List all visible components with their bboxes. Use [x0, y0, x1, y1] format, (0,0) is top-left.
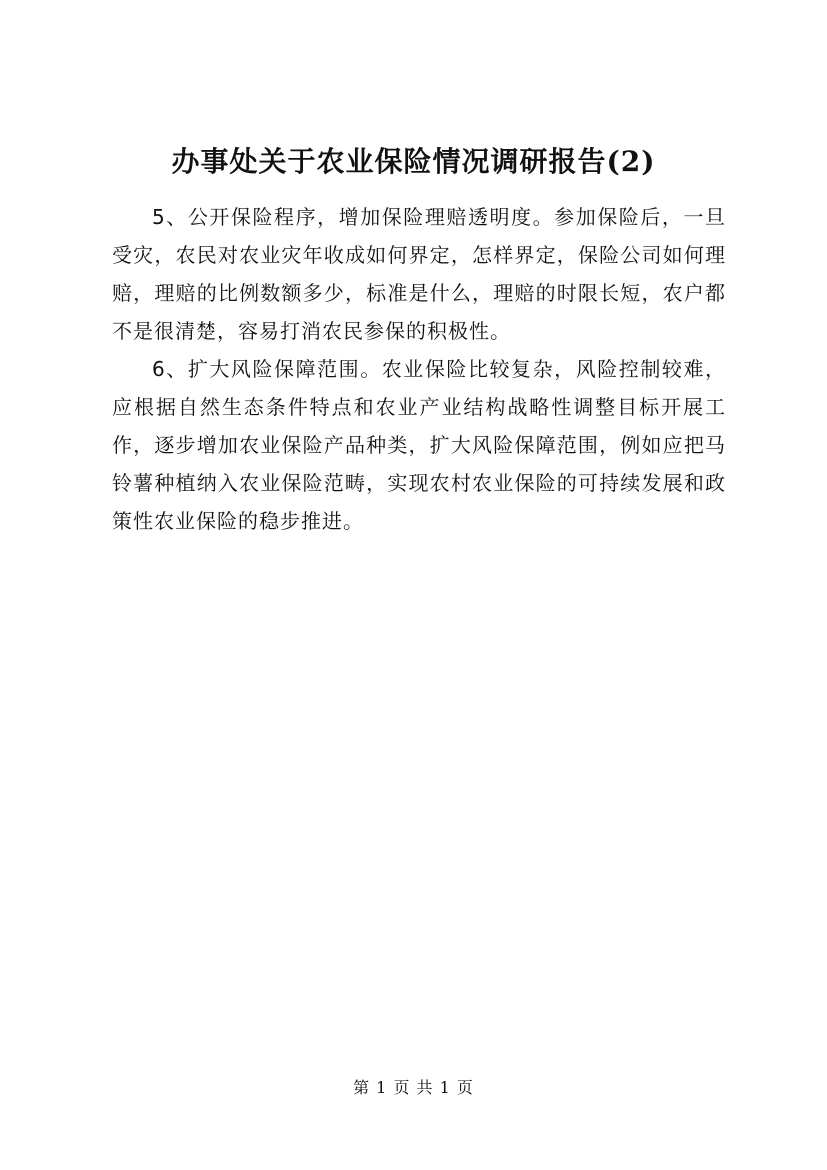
- document-title: 办事处关于农业保险情况调研报告(2): [171, 145, 656, 178]
- paragraph-6: 6、扩大风险保障范围。农业保险比较复杂，风险控制较难，应根据自然生态条件特点和农业产业结构战略性调整目标开展工作，逐步增加农业保险产品种类，扩大风险保障范围，例如应把马铃薯种植纳入农业保险范畴，实现农村农业保险的可持续发展和政策性农业保险的稳步推进。: [112, 357, 726, 533]
- page-footer: 第 1 页 共 1 页: [353, 1078, 474, 1097]
- paragraph-5: 5、公开保险程序，增加保险理赔透明度。参加保险后，一旦受灾，农民对农业灾年收成如何界定，怎样界定，保险公司如何理赔，理赔的比例数额多少，标准是什么，理赔的时限长短，农户都不是很清楚，容易打消农民参保的积极性。: [112, 205, 726, 343]
- document-body: [112, 198, 726, 540]
